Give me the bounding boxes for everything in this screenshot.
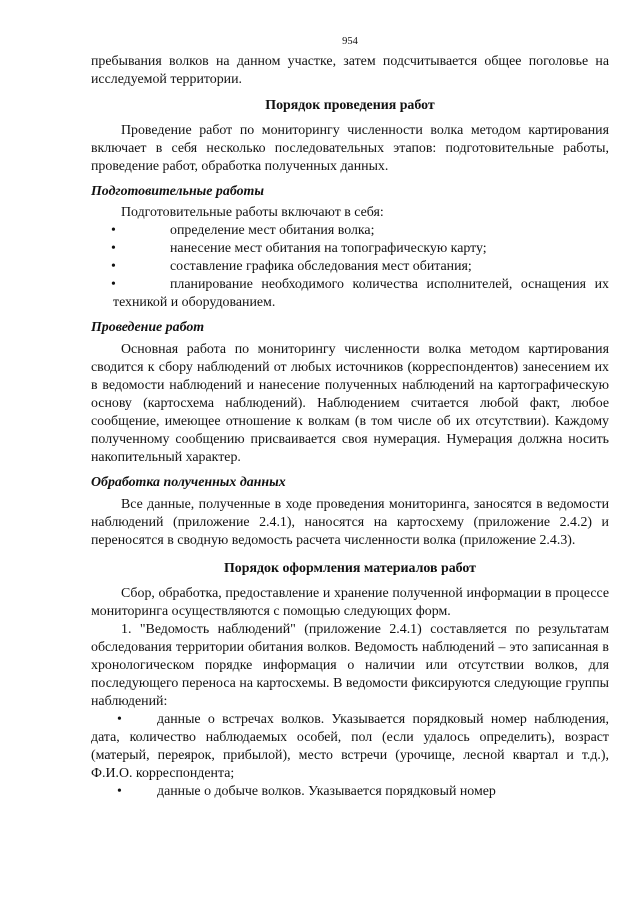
list-item: • данные о добыче волков. Указывается порядковый номер: [117, 784, 496, 799]
preparation-intro: Подготовительные работы включают в себя:: [121, 205, 384, 220]
document-page: [91, 36, 609, 801]
list-item: • данные о встречах волков. Указывается порядковый номер наблюдения, дата, количество наблюдаемых особей, пол (если удалось определить), возраст (матерый, переярок, прибылой), место встречи (урочище, лесной квартал и т.д.), Ф.И.О. корреспондента;: [91, 712, 609, 781]
bullet: •: [111, 259, 116, 274]
list-item: • нанесение мест обитания на топографическую карту;: [111, 241, 487, 256]
materials-paragraph-1: Сбор, обработка, предоставление и хранение полученной информации в процессе мониторинга осуществляются с помощью следующих форм.: [91, 586, 609, 619]
section-title-materials: Порядок оформления материалов работ: [224, 561, 476, 576]
bullet: •: [111, 223, 116, 238]
intro-paragraph: пребывания волков на данном участке, затем подсчитывается общее поголовье на исследуемой территории.: [91, 54, 609, 87]
list-item: • составление графика обследования мест обитания;: [111, 259, 472, 274]
procedure-paragraph: Проведение работ по мониторингу численности волка методом картирования включает в себя несколько последовательных этапов: подготовительные работы, проведение работ, обработка полученных данных.: [91, 123, 609, 174]
list-item: • определение мест обитания волка;: [111, 223, 375, 238]
materials-paragraph-2: 1. "Ведомость наблюдений" (приложение 2.4.1) составляется по результатам обследования территории обитания волков. Ведомость наблюдений – это записанная в хронологическом порядке информация о наличии или отсутствии волков, для последующего переноса на картосхемы. В ведомости фиксируются следующие группы наблюдений:: [91, 622, 609, 709]
page-number: 954: [342, 36, 358, 47]
bullet: •: [117, 784, 122, 799]
observation-groups-list: [91, 711, 609, 801]
heading-conduct: Проведение работ: [91, 320, 205, 335]
list-item: • планирование необходимого количества исполнителей, оснащения их техникой и оборудованием.: [111, 277, 609, 310]
bullet: •: [111, 277, 116, 292]
bullet: •: [111, 241, 116, 256]
heading-processing: Обработка полученных данных: [91, 475, 286, 490]
preparation-list: [91, 222, 609, 312]
bullet: •: [117, 712, 122, 727]
processing-paragraph: Все данные, полученные в ходе проведения мониторинга, заносятся в ведомости наблюдений (приложение 2.4.1), наносятся на картосхему (приложение 2.4.2) и переносятся в сводную ведомость расчета численности волка (приложение 2.4.3).: [91, 497, 609, 548]
section-title-procedure: Порядок проведения работ: [265, 98, 435, 113]
heading-preparation: Подготовительные работы: [91, 184, 264, 199]
conduct-paragraph: Основная работа по мониторингу численности волка методом картирования сводится к сбору наблюдений от любых источников (корреспондентов) занесением их в ведомости наблюдений и нанесение полученных наблюдений на картографическую основу (картосхема наблюдений). Наблюдением считается любой факт, любое сообщение, имеющее отношение к волкам (в том числе об их отсутствии). Каждому полученному сообщению присваивается своя нумерация. Нумерация должна носить накопительный характер.: [91, 342, 609, 465]
